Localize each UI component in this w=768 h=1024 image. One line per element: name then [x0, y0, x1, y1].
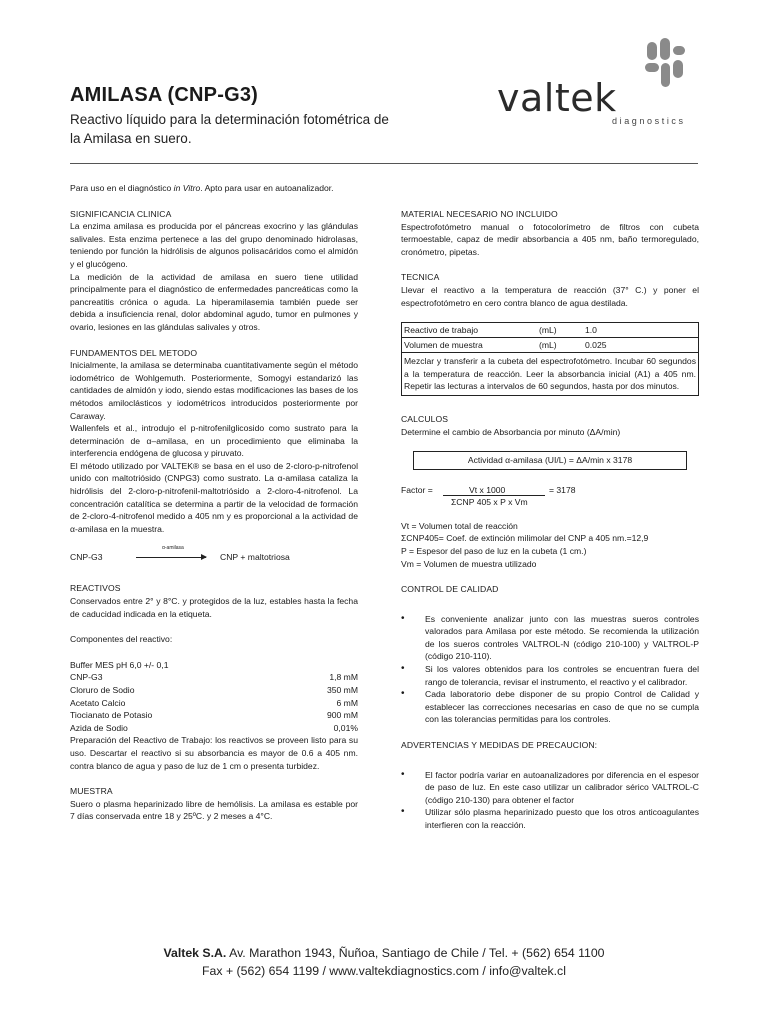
paragraph: La medición de la actividad de amilasa en suero tiene utilidad principalmente para el diagnóstico de enfermedades pancreáticas como la pancreatitis crónica o aguda. La hiperamilasemia también puede ser debida a insuficiencia renal, dolor abdominal agudo, tumor en pulmones y ovario, lesiones en las glándulas salivales y otros.	[70, 271, 358, 332]
valtek-logo	[497, 36, 697, 136]
section-heading-reactivos: REACTIVOS	[70, 583, 121, 594]
table-row: Reactivo de trabajo (mL) 1.0	[402, 323, 699, 338]
footer-contact: Fax + (562) 654 1199 / www.valtekdiagnostics.com / info@valtek.cl	[202, 964, 566, 978]
procedure-table	[401, 322, 699, 396]
quality-control-list	[401, 613, 699, 726]
list-item: • Es conveniente analizar junto con las muestras sueros controles valorados para Amilasa por este método. Se recomienda la utilización de los sueros controles VALTROL-N (código 210-100) y VALTROL-P (código 210-110).	[401, 613, 699, 663]
factor-numerator: Vt x 1000	[469, 484, 506, 495]
definition: Vm = Volumen de muestra utilizado	[401, 558, 537, 569]
list-item: • Cada laboratorio debe disponer de su propio Control de Calidad y establecer las correcciones necesarias en caso de que no se cumpla con las tolerancias permitidas para los controles.	[401, 688, 699, 726]
left-column	[70, 182, 358, 823]
definitions-list	[401, 520, 699, 570]
paragraph: El método utilizado por VALTEK® se basa en el uso de 2-cloro-p-nitrofenol unido con maltotriósido (CNPG3) como sustrato. La α-amilasa cataliza la hidrólisis del 2-cloro-p-nitrofenil-maltotriósido a 2-cloro-4-nitrofenol. La concentración catalítica se determina a partir de la velocidad de formación de 2-cloro-4-nitrofenol medido a 405 nm y es proporcional a la actividad de α-amilasa en la muestra.	[70, 460, 358, 534]
section-heading-advertencias: ADVERTENCIAS Y MEDIDAS DE PRECAUCION:	[401, 740, 598, 751]
warnings-list	[401, 769, 699, 832]
definition: Vt = Volumen total de reacción	[401, 520, 518, 531]
logo-subtext: diagnostics	[612, 116, 686, 126]
section-heading-control: CONTROL DE CALIDAD	[401, 584, 499, 595]
table-row: Volumen de muestra (mL) 0.025	[402, 338, 699, 353]
factor-label: Factor =	[401, 484, 433, 495]
paragraph: Determine el cambio de Absorbancia por minuto (ΔA/min)	[401, 426, 621, 437]
footer-company: Valtek S.A.	[163, 946, 227, 960]
paragraph: Suero o plasma heparinizado libre de hemólisis. La amilasa es estable por 7 días conservada entre 18 y 25ºC. y 2 meses a 4°C.	[70, 798, 358, 822]
list-item: • Si los valores obtenidos para los controles se encuentran fuera del rango de tolerancia, revisar el instrumento, el reactivo y el calibrador.	[401, 663, 699, 688]
logo-wordmark: valtek	[497, 76, 617, 120]
paragraph: Conservados entre 2° y 8°C. y protegidos de la luz, estables hasta la fecha de caducidad indicada en la etiqueta.	[70, 596, 358, 619]
section-heading-fundamentos: FUNDAMENTOS DEL METODO	[70, 347, 198, 358]
component-row: CNP-G3 1,8 mM	[70, 672, 358, 683]
paragraph: La enzima amilasa es producida por el páncreas exocrino y las glándulas salivales. Esta enzima pertenece a las del grupo denominado hidrolasas, teniendo por función la hidrólisis de algunos polisacáridos como el almidón y el glucógeno.	[70, 221, 358, 269]
intro-text: Para uso en el diagnóstico in Vitro. Apto para usar en autoanalizador.	[70, 183, 334, 193]
factor-denominator: ΣCNP 405 x P x Vm	[451, 496, 528, 507]
cross-leaf-icon	[643, 36, 687, 90]
paragraph: Llevar el reactivo a la temperatura de reacción (37° C.) y poner el espectrofotómetro en cero contra blanco de agua destilada.	[401, 284, 699, 308]
list-item: • Utilizar sólo plasma heparinizado puesto que los otros anticoagulantes interfieren con la reacción.	[401, 806, 699, 831]
paragraph: Wallenfels et al., introdujo el p-nitrofenilglicosido como sustrato para la determinación de α–amilasa, en un procedimiento que eliminaba la interferencia endógena de glucosa y piruvato.	[70, 423, 358, 459]
section-heading-calculos: CALCULOS	[401, 413, 449, 424]
section-heading-material: MATERIAL NECESARIO NO INCLUIDO	[401, 209, 558, 219]
component-row: Acetato Calcio 6 mM	[70, 697, 358, 708]
components-list	[70, 659, 358, 735]
arrow-right-icon	[136, 557, 206, 558]
right-column	[401, 208, 699, 832]
definition: P = Espesor del paso de luz en la cubeta (1 cm.)	[401, 545, 587, 556]
section-heading-muestra: MUESTRA	[70, 786, 113, 797]
reaction-equation	[70, 541, 358, 569]
definition: ΣCNP405= Coef. de extinción milimolar del CNP a 405 nm.=12,9	[401, 533, 649, 544]
component-row: Tiocianato de Potasio 900 mM	[70, 710, 358, 721]
section-heading-tecnica: TECNICA	[401, 272, 440, 283]
component-row: Cloruro de Sodio 350 mM	[70, 685, 358, 695]
components-heading: Componentes del reactivo:	[70, 634, 173, 645]
reaction-substrate: CNP-G3	[70, 552, 103, 563]
reaction-enzyme: α-amilasa	[162, 545, 184, 552]
procedure-note: Mezclar y transferir a la cubeta del espectrofotómetro. Incubar 60 segundos a la temperatura de reacción. Leer la absorbancia inicial (A1) a 405 nm. Repetir las lecturas a intervalos de 60 segundos, hasta por dos minutos.	[401, 353, 699, 396]
paragraph: Preparación del Reactivo de Trabajo: los reactivos se proveen listo para su uso. Descartar el reactivo si su absorbancia es mayor de 0.6 a 405 nm. contra blanco de agua y paso de luz de 1 cm o presenta turbidez.	[70, 735, 358, 771]
paragraph: Espectrofotómetro manual o fotocolorímetro de filtros con cubeta termoestable, capaz de medir absorbancia a 405 nm, baño termoregulado, cronómetro, pipetas.	[401, 221, 699, 257]
paragraph: Inicialmente, la amilasa se determinaba cuantitativamente según el método iodométrico de Wohlgemuth. Posteriormente, Somogyi estandarizó las cantidades de almidón y iodo, siendo estas modificaciones las bases de los métodos amiloclásticos y iodométricos introducidos posteriormente por Caraway.	[70, 360, 358, 421]
document-subtitle: Reactivo líquido para la determinación fotométrica de la Amilasa en suero.	[70, 112, 389, 146]
footer-address: Valtek S.A. Av. Marathon 1943, Ñuñoa, Santiago de Chile / Tel. + (562) 654 1100	[163, 946, 605, 960]
factor-result: = 3178	[549, 484, 576, 495]
document-title: AMILASA (CNP-G3)	[70, 84, 259, 106]
reaction-products: CNP + maltotriosa	[220, 552, 290, 563]
component-row: Buffer MES pH 6,0 +/- 0,1	[70, 659, 169, 670]
activity-formula: Actividad α-amilasa (UI/L) = ΔA/min x 3178	[413, 451, 687, 470]
header-divider	[70, 163, 698, 164]
section-heading-significancia: SIGNIFICANCIA CLINICA	[70, 208, 172, 219]
list-item: • El factor podría variar en autoanalizadores por diferencia en el espesor de paso de luz. En este caso utilizar un calibrador sérico VALTROL-C (código 210-130) para obtener el factor	[401, 769, 699, 807]
component-row: Azida de Sodio 0,01%	[70, 722, 358, 733]
factor-formula	[401, 479, 699, 511]
